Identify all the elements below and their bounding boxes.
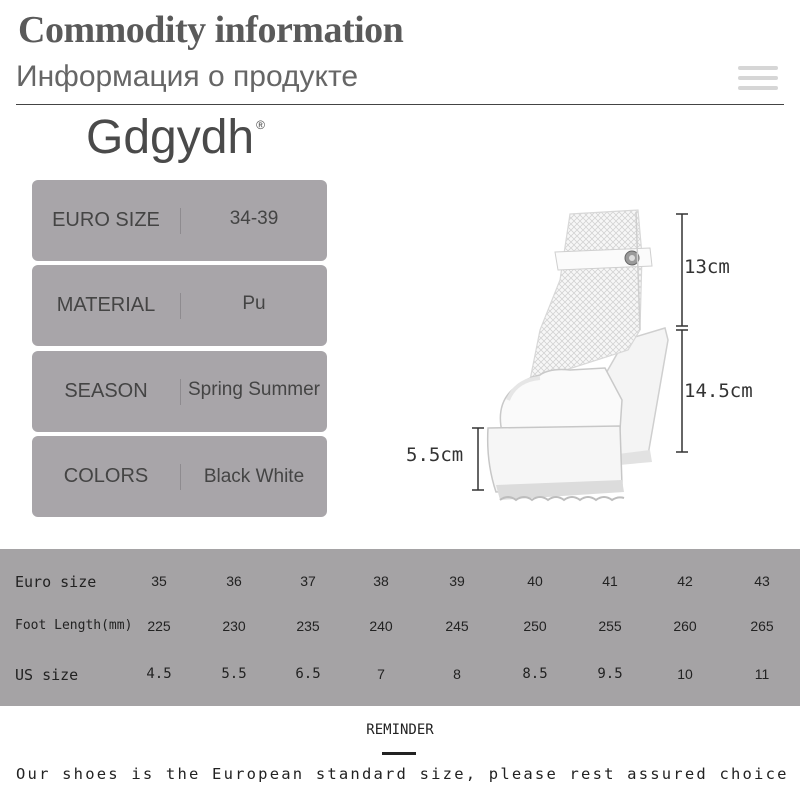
size-cell: 42 xyxy=(677,573,693,589)
size-cell: 9.5 xyxy=(597,666,623,682)
spec-row-colors xyxy=(32,436,327,517)
size-cell: 38 xyxy=(373,573,389,589)
size-cell: 41 xyxy=(602,573,618,589)
size-row-label: Euro size xyxy=(15,573,97,591)
size-cell: 4.5 xyxy=(146,666,172,682)
product-information-title-ru: Информация о продукте xyxy=(16,60,359,93)
size-row-label: US size xyxy=(15,666,79,684)
size-row-euro xyxy=(0,573,800,597)
size-cell: 39 xyxy=(449,573,465,589)
reminder-text: Our shoes is the European standard size, please rest assured choice xyxy=(16,765,789,783)
menu-icon[interactable] xyxy=(738,66,778,90)
size-cell: 260 xyxy=(673,618,697,634)
heel-height-label: 14.5cm xyxy=(684,380,753,402)
registered-mark: ® xyxy=(256,118,265,132)
size-row-us xyxy=(0,666,800,690)
header-divider xyxy=(16,104,784,105)
spec-label: EURO SIZE xyxy=(52,209,160,231)
spec-label: COLORS xyxy=(63,465,149,487)
spec-row-season xyxy=(32,351,327,432)
product-image-area xyxy=(400,200,780,520)
size-cell: 265 xyxy=(750,618,774,634)
size-cell: 10 xyxy=(677,666,693,682)
size-cell: 250 xyxy=(523,618,547,634)
size-cell: 35 xyxy=(151,573,167,589)
size-cell: 7 xyxy=(377,666,385,682)
size-cell: 255 xyxy=(598,618,622,634)
size-cell: 230 xyxy=(222,618,246,634)
size-cell: 6.5 xyxy=(295,666,321,682)
spec-row-material xyxy=(32,265,327,346)
shaft-height-label: 13cm xyxy=(684,256,730,278)
size-cell: 235 xyxy=(296,618,320,634)
spec-value: Spring Summer xyxy=(188,378,320,400)
reminder-title: REMINDER xyxy=(366,722,434,738)
platform-height-label: 5.5cm xyxy=(406,444,464,466)
size-cell: 240 xyxy=(369,618,393,634)
size-cell: 11 xyxy=(754,666,770,682)
boot-illustration xyxy=(400,200,780,520)
size-chart xyxy=(0,549,800,706)
spec-value: 34-39 xyxy=(229,207,279,229)
size-cell: 40 xyxy=(527,573,543,589)
size-cell: 5.5 xyxy=(221,666,247,682)
spec-label: MATERIAL xyxy=(56,294,156,316)
reminder-underline xyxy=(382,752,416,755)
size-row-foot-length xyxy=(0,618,800,642)
spec-label: SEASON xyxy=(64,380,148,402)
brand-logo xyxy=(86,110,265,165)
size-cell: 225 xyxy=(147,618,171,634)
size-cell: 8 xyxy=(453,666,461,682)
commodity-information-title: Commodity information xyxy=(18,9,404,51)
size-cell: 245 xyxy=(445,618,469,634)
size-cell: 8.5 xyxy=(522,666,548,682)
size-row-label: Foot Length(mm) xyxy=(15,618,133,633)
size-cell: 36 xyxy=(226,573,242,589)
brand-name: Gdgydh xyxy=(86,111,255,164)
size-cell: 37 xyxy=(300,573,316,589)
spec-value: Pu xyxy=(242,292,266,314)
size-cell: 43 xyxy=(754,573,770,589)
spec-row-euro-size xyxy=(32,180,327,261)
spec-value: Black White xyxy=(203,465,305,487)
